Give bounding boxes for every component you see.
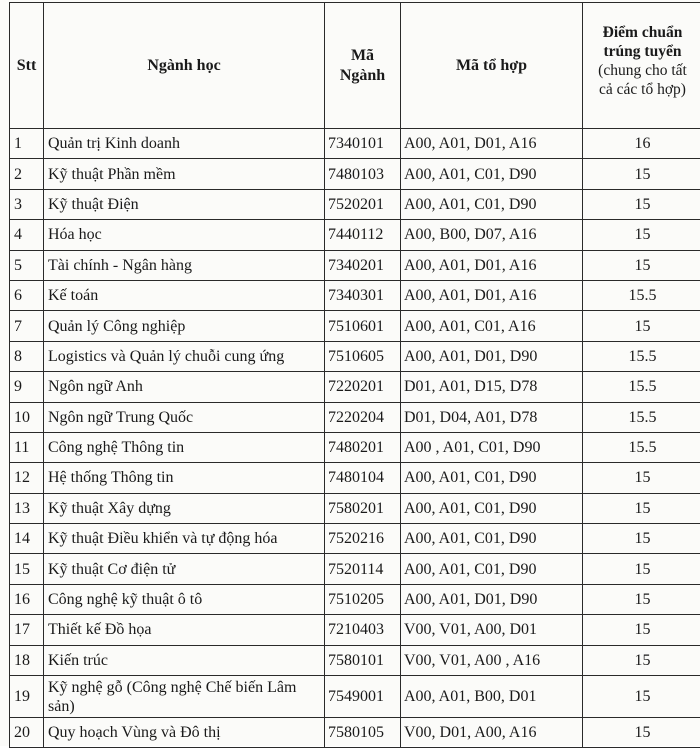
- row-cutoff-score: 15: [583, 645, 700, 675]
- row-stt: 9: [10, 372, 44, 402]
- row-major-code: 7340201: [325, 250, 401, 280]
- row-major-code: 7510601: [325, 311, 401, 341]
- row-major-name: Quản lý Công nghiệp: [44, 311, 325, 341]
- row-stt: 14: [10, 524, 44, 554]
- row-major-name: Kỹ thuật Xây dựng: [44, 493, 325, 523]
- table-body: [10, 129, 700, 748]
- row-subject-combination: A00, A01, D01, A16: [401, 129, 583, 159]
- row-stt: 3: [10, 189, 44, 219]
- row-major-code: 7440112: [325, 220, 401, 250]
- row-major-code: 7220204: [325, 402, 401, 432]
- row-stt: 5: [10, 250, 44, 280]
- row-major-name: Quản trị Kinh doanh: [44, 129, 325, 159]
- row-subject-combination: A00, A01, D01, D90: [401, 584, 583, 614]
- row-stt: 10: [10, 402, 44, 432]
- row-cutoff-score: 15: [583, 311, 700, 341]
- row-subject-combination: A00, A01, B00, D01: [401, 676, 583, 718]
- row-major-name: Kỹ thuật Phần mềm: [44, 159, 325, 189]
- row-subject-combination: A00, A01, D01, D90: [401, 341, 583, 371]
- row-stt: 13: [10, 493, 44, 523]
- table-row: [10, 220, 700, 250]
- row-major-name: Kiến trúc: [44, 645, 325, 675]
- row-major-name: Kỹ thuật Cơ điện tử: [44, 554, 325, 584]
- row-cutoff-score: 15: [583, 615, 700, 645]
- row-major-code: 7549001: [325, 676, 401, 718]
- table-row: [10, 645, 700, 675]
- row-cutoff-score: 15: [583, 718, 700, 748]
- row-major-code: 7340101: [325, 129, 401, 159]
- row-major-name: Logistics và Quản lý chuỗi cung ứng: [44, 341, 325, 371]
- row-subject-combination: A00, A01, C01, D90: [401, 524, 583, 554]
- table-row: [10, 372, 700, 402]
- row-major-code: 7510605: [325, 341, 401, 371]
- row-major-code: 7580101: [325, 645, 401, 675]
- table-row: [10, 250, 700, 280]
- table-row: [10, 432, 700, 462]
- row-major-name: Kế toán: [44, 280, 325, 310]
- row-subject-combination: D01, D04, A01, D78: [401, 402, 583, 432]
- row-major-name: Kỹ thuật Điện: [44, 189, 325, 219]
- table-row: [10, 615, 700, 645]
- row-major-name: Thiết kế Đồ họa: [44, 615, 325, 645]
- row-cutoff-score: 15: [583, 250, 700, 280]
- row-major-code: 7340301: [325, 280, 401, 310]
- row-major-name: Công nghệ kỹ thuật ô tô: [44, 584, 325, 614]
- row-subject-combination: A00, A01, C01, D90: [401, 493, 583, 523]
- table-row: [10, 341, 700, 371]
- admission-score-table: [9, 2, 700, 748]
- table-row: [10, 189, 700, 219]
- row-cutoff-score: 15: [583, 189, 700, 219]
- row-stt: 1: [10, 129, 44, 159]
- header-score-line1: Điểm chuẩn: [583, 23, 700, 42]
- header-score-line2: trúng tuyển: [583, 42, 700, 61]
- row-subject-combination: A00, A01, D01, A16: [401, 280, 583, 310]
- row-cutoff-score: 15: [583, 524, 700, 554]
- row-major-code: 7480104: [325, 463, 401, 493]
- row-cutoff-score: 15.5: [583, 432, 700, 462]
- row-stt: 15: [10, 554, 44, 584]
- row-stt: 2: [10, 159, 44, 189]
- row-cutoff-score: 15: [583, 463, 700, 493]
- row-stt: 20: [10, 718, 44, 748]
- row-major-name: Hệ thống Thông tin: [44, 463, 325, 493]
- row-major-code: 7520216: [325, 524, 401, 554]
- header-code-line1: Mã: [325, 46, 400, 66]
- row-major-code: 7520114: [325, 554, 401, 584]
- table-row: [10, 718, 700, 748]
- row-cutoff-score: 15: [583, 493, 700, 523]
- row-cutoff-score: 15.5: [583, 341, 700, 371]
- row-major-name: Công nghệ Thông tin: [44, 432, 325, 462]
- header-code-line2: Ngành: [325, 66, 400, 86]
- table-row: [10, 402, 700, 432]
- row-major-name: Ngôn ngữ Trung Quốc: [44, 402, 325, 432]
- row-subject-combination: A00, A01, C01, A16: [401, 311, 583, 341]
- row-stt: 11: [10, 432, 44, 462]
- row-stt: 16: [10, 584, 44, 614]
- row-major-code: 7580105: [325, 718, 401, 748]
- header-combo: Mã tổ hợp: [401, 3, 583, 129]
- row-cutoff-score: 15: [583, 554, 700, 584]
- row-cutoff-score: 15: [583, 220, 700, 250]
- row-cutoff-score: 15.5: [583, 280, 700, 310]
- row-major-code: 7210403: [325, 615, 401, 645]
- header-major: Ngành học: [44, 3, 325, 129]
- row-cutoff-score: 15.5: [583, 402, 700, 432]
- row-major-code: 7480201: [325, 432, 401, 462]
- row-subject-combination: A00, B00, D07, A16: [401, 220, 583, 250]
- table-row: [10, 493, 700, 523]
- row-major-name: Ngôn ngữ Anh: [44, 372, 325, 402]
- header-score: [583, 3, 700, 129]
- row-subject-combination: D01, A01, D15, D78: [401, 372, 583, 402]
- row-subject-combination: V00, D01, A00, A16: [401, 718, 583, 748]
- row-stt: 7: [10, 311, 44, 341]
- row-cutoff-score: 16: [583, 129, 700, 159]
- row-subject-combination: V00, V01, A00, D01: [401, 615, 583, 645]
- header-score-line3: (chung cho tất: [583, 61, 700, 80]
- row-stt: 4: [10, 220, 44, 250]
- header-code: [325, 3, 401, 129]
- row-stt: 12: [10, 463, 44, 493]
- row-major-code: 7580201: [325, 493, 401, 523]
- row-subject-combination: A00, A01, D01, A16: [401, 250, 583, 280]
- header-row: [10, 3, 700, 129]
- table-row: [10, 129, 700, 159]
- row-subject-combination: A00, A01, C01, D90: [401, 189, 583, 219]
- row-major-name: Kỹ nghệ gỗ (Công nghệ Chế biến Lâm sản): [44, 676, 325, 718]
- row-subject-combination: A00, A01, C01, D90: [401, 554, 583, 584]
- header-stt: Stt: [10, 3, 44, 129]
- row-cutoff-score: 15: [583, 159, 700, 189]
- row-subject-combination: A00, A01, C01, D90: [401, 159, 583, 189]
- row-subject-combination: A00, A01, C01, D90: [401, 463, 583, 493]
- header-score-line4: cả các tổ hợp): [583, 80, 700, 99]
- table-row: [10, 524, 700, 554]
- table-row: [10, 584, 700, 614]
- row-stt: 18: [10, 645, 44, 675]
- table-row: [10, 554, 700, 584]
- row-major-code: 7520201: [325, 189, 401, 219]
- row-major-name: Kỹ thuật Điều khiển và tự động hóa: [44, 524, 325, 554]
- row-major-code: 7480103: [325, 159, 401, 189]
- row-major-name: Hóa học: [44, 220, 325, 250]
- row-cutoff-score: 15: [583, 676, 700, 718]
- row-major-code: 7220201: [325, 372, 401, 402]
- row-major-code: 7510205: [325, 584, 401, 614]
- table-row: [10, 311, 700, 341]
- row-cutoff-score: 15.5: [583, 372, 700, 402]
- row-major-name: Quy hoạch Vùng và Đô thị: [44, 718, 325, 748]
- row-major-name: Tài chính - Ngân hàng: [44, 250, 325, 280]
- row-stt: 6: [10, 280, 44, 310]
- table-row: [10, 280, 700, 310]
- table-row: [10, 159, 700, 189]
- row-stt: 17: [10, 615, 44, 645]
- row-subject-combination: A00 , A01, C01, D90: [401, 432, 583, 462]
- row-stt: 8: [10, 341, 44, 371]
- table-row: [10, 463, 700, 493]
- row-stt: 19: [10, 676, 44, 718]
- row-subject-combination: V00, V01, A00 , A16: [401, 645, 583, 675]
- table-header: [10, 3, 700, 129]
- row-cutoff-score: 15: [583, 584, 700, 614]
- table-row: [10, 676, 700, 718]
